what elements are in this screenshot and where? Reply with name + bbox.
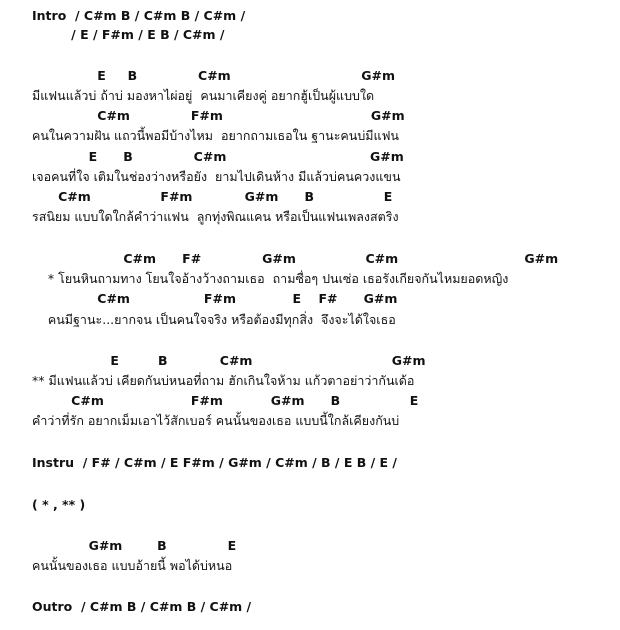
ending-lyric: คนนั้นของเธอ แบบอ้ายนี้ พอได้บ่หนอ [32, 558, 233, 573]
instru-line: Instru / F# / C#m / E F#m / G#m / C#m / B / E B / E / [32, 455, 397, 470]
chorus2-lyric-1: ** มีแฟนแล้วบ่ เคียดกันบ่หนอที่ถาม ฮักเกินใจห้าม แก้วตาอย่าว่ากันเด้อ [32, 373, 415, 388]
verse1-chords-3: E B C#m G#m [32, 149, 404, 164]
verse1-chords-4: C#m F#m G#m B E [32, 189, 393, 204]
chorus2-chords-2: C#m F#m G#m B E [32, 393, 419, 408]
chorus1-lyric-1: * โยนหินถามทาง โยนใจอ้างว้างถามเธอ ถามซื่อๆ ปนเซ่อ เธอรังเกียจกันไหมยอดหญิง [32, 271, 509, 286]
verse1-chords-2: C#m F#m G#m [32, 108, 405, 123]
outro-line: Outro / C#m B / C#m B / C#m / [32, 599, 252, 614]
verse1-lyric-2: คนในความฝัน แถวนี้พอมีบ้างไหม อยากถามเธอใน ฐานะคนบ่มีแฟน [32, 128, 399, 143]
chorus2-chords-1: E B C#m G#m [32, 353, 426, 368]
verse1-lyric-3: เจอคนที่ใจ เติมในช่องว่างหรือยัง ยามไปเดินห้าง มีแล้วบ่คนควงแขน [32, 169, 401, 184]
intro-line-1: Intro / C#m B / C#m B / C#m / [32, 8, 246, 23]
chorus2-lyric-2: คำว่าที่รัก อยากเม็มเอาไว้สักเบอร์ คนนั้นของเธอ แบบนี้ใกล้เคียงกันบ่ [32, 413, 400, 428]
verse1-lyric-4: รสนิยม แบบใดใกล้คำว่าแฟน ลูกทุ่งพิณแคน หรือเป็นแฟนเพลงสตริง [32, 209, 399, 224]
ending-chords: G#m B E [32, 538, 237, 553]
chorus1-chords-2: C#m F#m E F# G#m [32, 291, 398, 306]
intro-line-2: / E / F#m / E B / C#m / [32, 27, 225, 42]
repeat-marker: ( * , ** ) [32, 497, 86, 512]
verse1-chords-1: E B C#m G#m [32, 68, 396, 83]
chorus1-chords-1: C#m F# G#m C#m G#m [32, 251, 559, 266]
chorus1-lyric-2: คนมีฐานะ...ยากจน เป็นคนใจจริง หรือต้องมีทุกสิ่ง จึงจะได้ใจเธอ [32, 312, 396, 327]
verse1-lyric-1: มีแฟนแล้วบ่ ถ้าบ่ มองหาไผ่อยู่ คนมาเคียงคู่ อยากฮู้เป็นผู้แบบใด [32, 88, 375, 103]
